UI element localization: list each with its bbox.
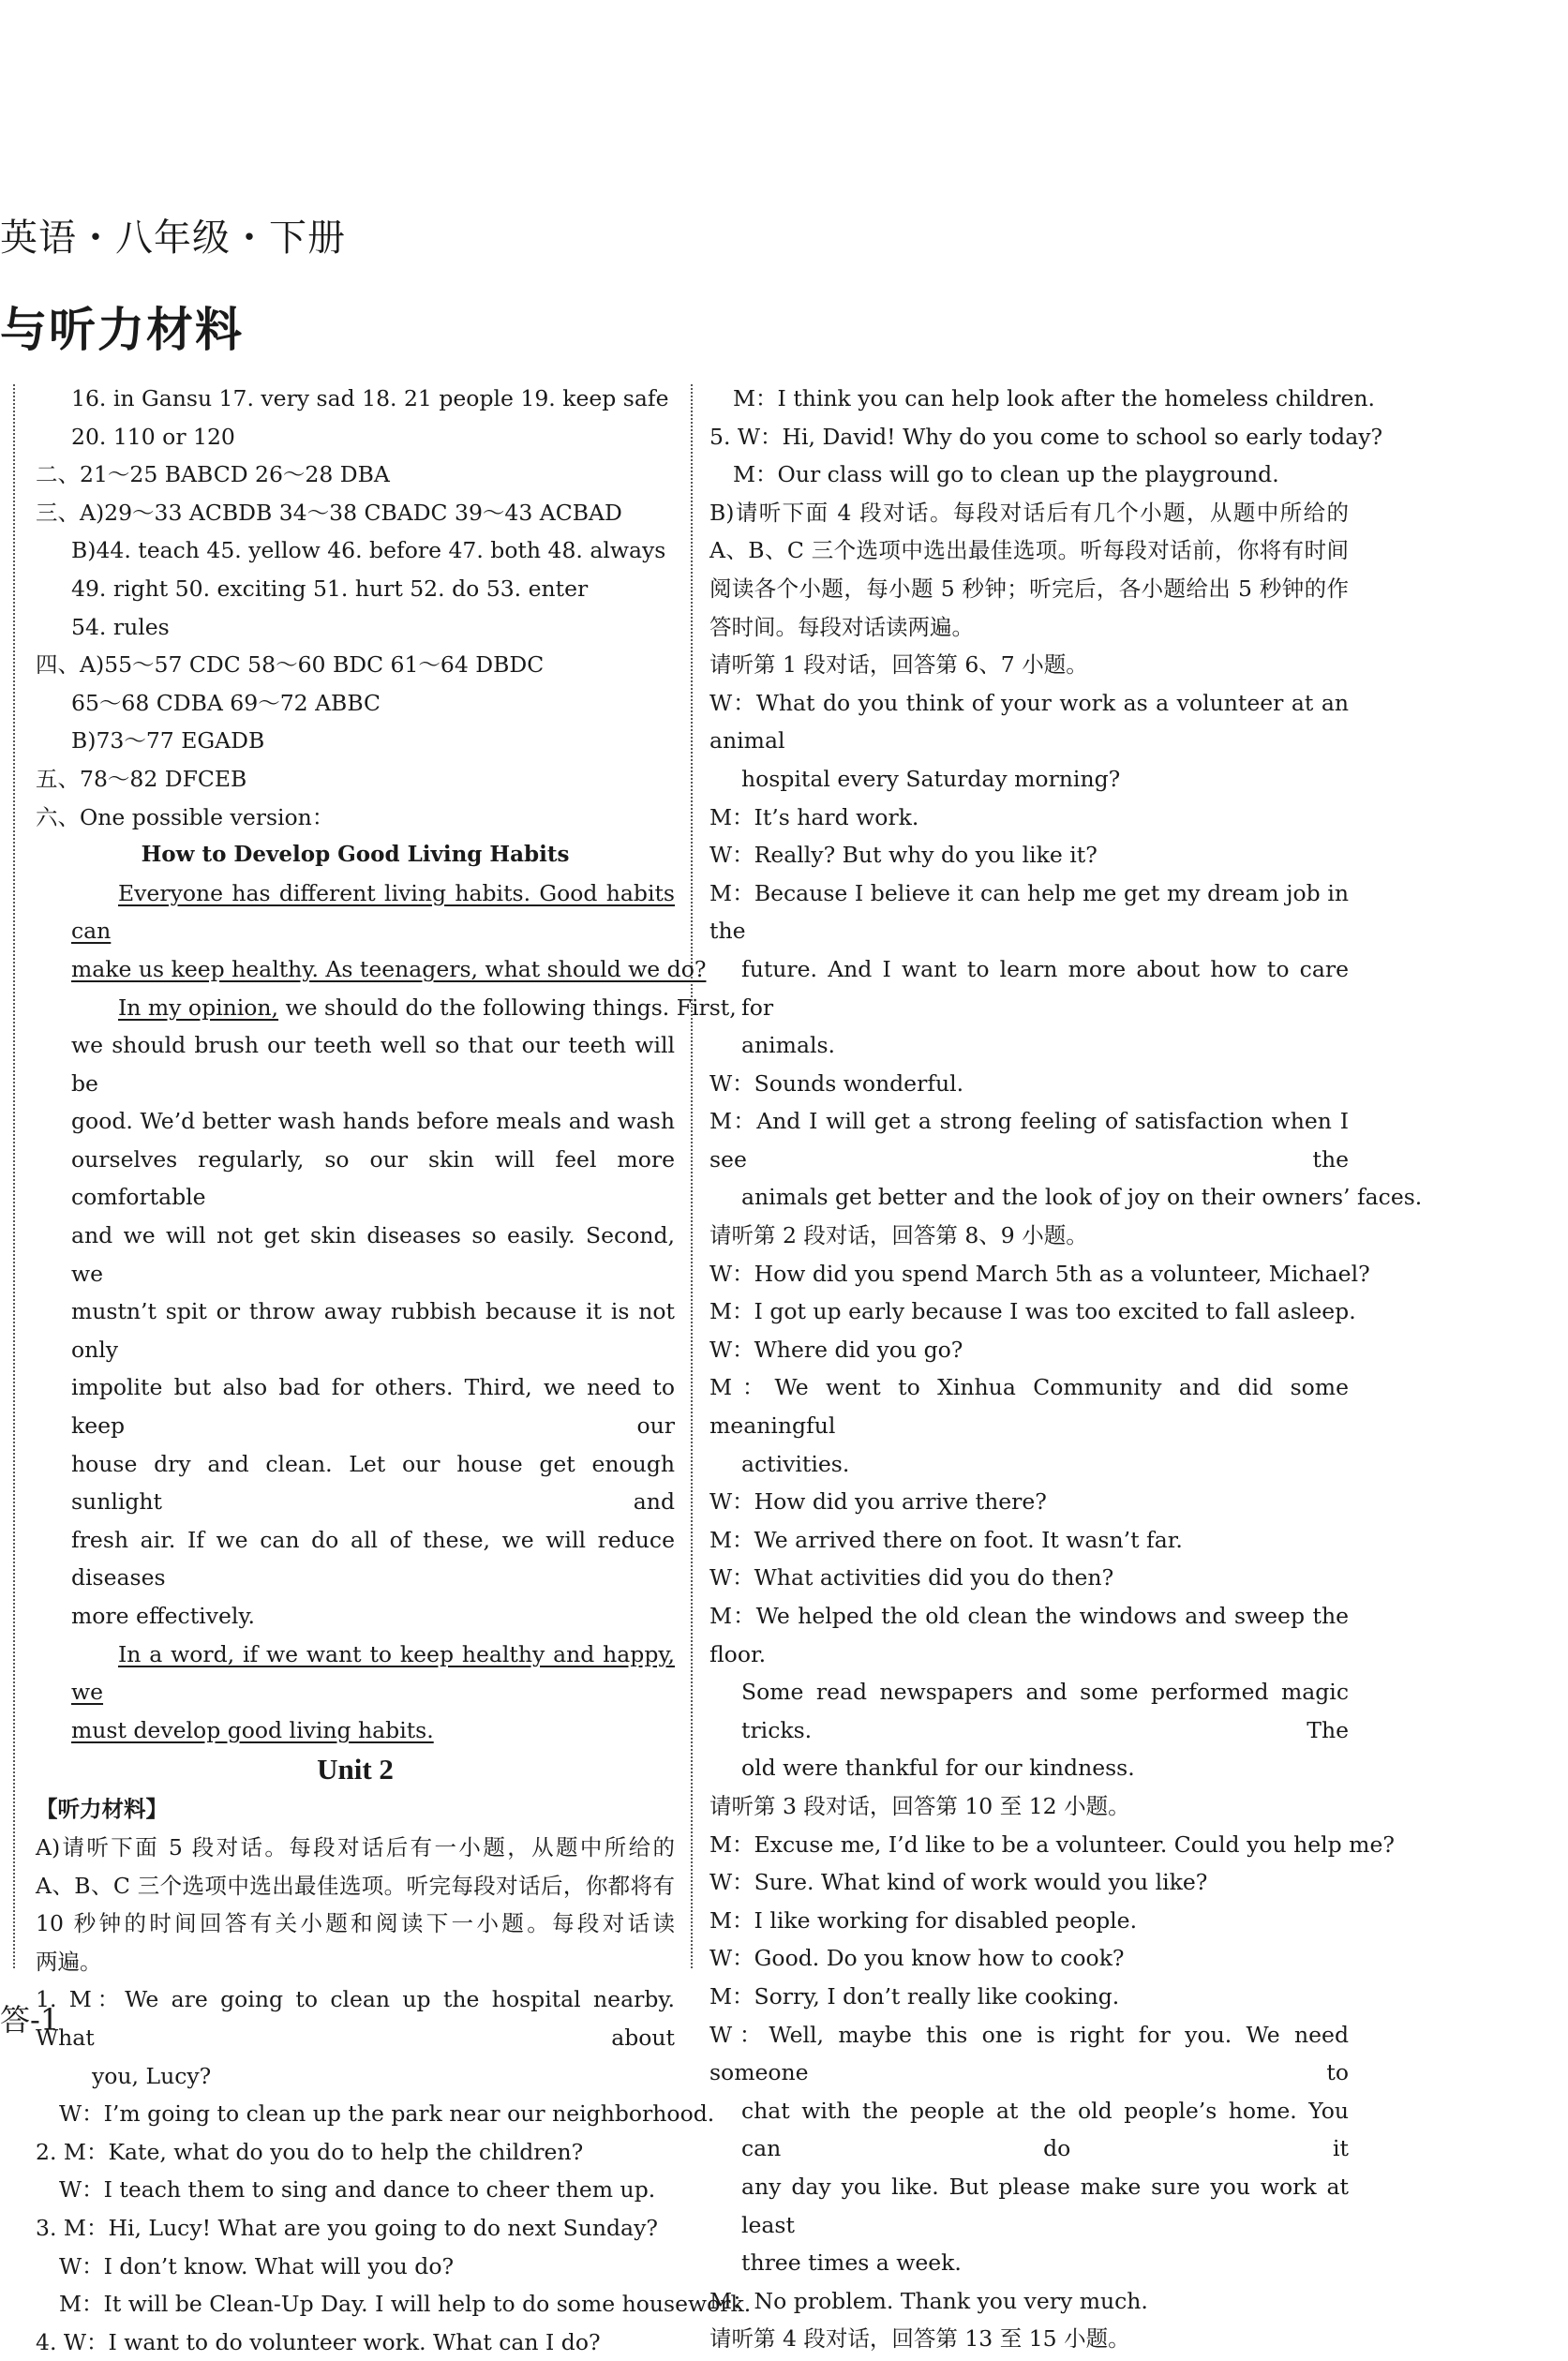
dialog-line: W：Where did you go? (709, 1336, 963, 1363)
dialog-line: animals. (741, 1032, 836, 1059)
dialog-line: three times a week. (741, 2249, 962, 2277)
answer-line: 20. 110 or 120 (71, 423, 235, 450)
essay-line (71, 989, 737, 1027)
dialog-line: 3. M：Hi, Lucy! What are you going to do next Sunday? (36, 2214, 658, 2241)
dialog-line: 1. M：We are going to clean up the hospital nearby. What about (36, 1986, 675, 2051)
essay-text: In my opinion, (118, 994, 279, 1021)
instruction-line: A)请听下面 5 段对话。每段对话后有一小题，从题中所给的 (36, 1833, 675, 1860)
answer-line: 49. right 50. exciting 51. hurt 52. do 53. enter (71, 575, 589, 602)
book-subject-header: 英语・八年级・下册 (0, 217, 346, 260)
dialog-line: you, Lucy? (92, 2062, 212, 2089)
dialog-line: M：And I will get a strong feeling of satisfaction when I see the (709, 1108, 1349, 1173)
dialog-line: old were thankful for our kindness. (741, 1755, 1135, 1782)
dialog-line: activities. (741, 1450, 850, 1477)
answer-line: 54. rules (71, 613, 170, 640)
essay-paragraph-1 (36, 874, 707, 989)
answer-line: B)73～77 EGADB (71, 727, 265, 755)
left-dotted-rule (13, 384, 15, 1968)
dialog-line: W：I teach them to sing and dance to cheer them up. (59, 2176, 656, 2204)
answer-line: 二、21～25 BABCD 26～28 DBA (36, 461, 390, 488)
dialog-line: M：I got up early because I was too excited to fall asleep. (709, 1298, 1356, 1325)
dialog-line: W：Sounds wonderful. (709, 1069, 964, 1097)
essay-line: fresh air. If we can do all of these, we will reduce diseases (71, 1526, 675, 1591)
dialog-line: Some read newspapers and some performed magic tricks. The (741, 1679, 1349, 1743)
page-number: 答-1 (0, 2002, 60, 2038)
dialog-line: M：No problem. Thank you very much. (709, 2287, 1148, 2314)
essay-text: make us keep healthy. As teenagers, what should we do? (71, 955, 707, 982)
column-divider (691, 384, 693, 1968)
dialog-line: M：Because I believe it can help me get my dream job in the (709, 879, 1349, 945)
instruction-line: 两遍。 (36, 1948, 102, 1975)
dialog-line: M：It will be Clean-Up Day. I will help to do some housework. (59, 2291, 752, 2318)
essay-text: must develop good living habits. (71, 1716, 434, 1743)
dialog-line: M：I think you can help look after the homeless children. (733, 385, 1375, 411)
left-column (36, 380, 752, 2361)
dialog-line: hospital every Saturday morning? (741, 765, 1121, 792)
dialog-line: W：What activities did you do then? (709, 1564, 1114, 1591)
essay-text: we should do the following things. First, (278, 994, 737, 1021)
dialog-heading: 请听第 3 段对话，回答第 10 至 12 小题。 (709, 1792, 1130, 1819)
essay-line (71, 1711, 675, 1750)
dialog-line: chat with the people at the old people’s home. You can do it (741, 2097, 1349, 2162)
dialog-line: any day you like. But please make sure you work at least (741, 2173, 1349, 2238)
essay-line: impolite but also bad for others. Third, we need to keep our (71, 1374, 675, 1440)
dialog-line: W：What do you think of your work as a volunteer at an animal (709, 689, 1349, 755)
essay-line: and we will not get skin diseases so easily. Second, we (71, 1222, 675, 1287)
dialog-line: W：How did you arrive there? (709, 1488, 1047, 1516)
dialog-heading: 请听第 4 段对话，回答第 13 至 15 小题。 (709, 2325, 1130, 2353)
instruction-line: 阅读各个小题，每小题 5 秒钟；听完后，各小题给出 5 秒钟的作 (709, 575, 1349, 602)
answer-line: 三、A)29～33 ACBDB 34～38 CBADC 39～43 ACBAD (36, 499, 622, 526)
essay-line: Everyone has different living habits. Good habits can (71, 879, 675, 945)
dialog-line: W：Really? But why do you like it? (709, 842, 1098, 869)
essay-line: In a word, if we want to keep healthy and happy, we (71, 1640, 675, 1706)
dialog-line: M：I like working for disabled people. (709, 1906, 1138, 1934)
dialog-line: W：How did you spend March 5th as a volunteer, Michael? (709, 1260, 1370, 1287)
dialog-line: animals get better and the look of joy on their owners’ faces. (741, 1184, 1423, 1211)
essay-line: good. We’d better wash hands before meals and wash (71, 1108, 675, 1135)
dialog-line: 5. W：Hi, David! Why do you come to school so early today? (709, 423, 1383, 450)
dialog-line: M：We arrived there on foot. It wasn’t far. (709, 1526, 1183, 1553)
essay-line: more effectively. (71, 1603, 255, 1629)
essay-line: ourselves regularly, so our skin will feel more comfortable (71, 1145, 675, 1211)
dialog-line: W：Good. Do you know how to cook? (709, 1945, 1125, 1972)
instruction-line: 答时间。每段对话读两遍。 (709, 613, 974, 640)
dialog-line: W：Sure. What kind of work would you like? (709, 1869, 1208, 1896)
right-column (709, 380, 1423, 2358)
dialog-line: 2. M：Kate, what do you do to help the children? (36, 2138, 584, 2165)
dialog-line: W：I’m going to clean up the park near our neighborhood. (59, 2100, 715, 2128)
unit-heading: Unit 2 (317, 1753, 394, 1786)
instruction-line: A、B、C 三个选项中选出最佳选项。听完每段对话后，你都将有 (36, 1872, 675, 1899)
answer-line: 五、78～82 DFCEB (36, 765, 247, 792)
dialog-line: M：Our class will go to clean up the playground. (733, 461, 1279, 488)
dialog-line: M：We helped the old clean the windows and sweep the floor. (709, 1603, 1349, 1667)
instruction-line: B)请听下面 4 段对话。每段对话后有几个小题，从题中所给的 (709, 499, 1349, 526)
section-title: 与听力材料 (0, 302, 244, 357)
answer-line: 16. in Gansu 17. very sad 18. 21 people 19. keep safe (71, 385, 669, 411)
dialog-line: M：Excuse me, I’d like to be a volunteer. Could you help me? (709, 1831, 1395, 1858)
dialog-line: M：Sorry, I don’t really like cooking. (709, 1982, 1120, 2010)
dialog-line: M：It’s hard work. (709, 803, 919, 830)
instruction-line: A、B、C 三个选项中选出最佳选项。听每段对话前，你将有时间 (709, 537, 1349, 564)
answer-line: B)44. teach 45. yellow 46. before 47. both 48. always (71, 537, 666, 564)
essay-line (71, 950, 707, 989)
essay-paragraph-3 (36, 1636, 675, 1750)
dialog-line: 4. W：I want to do volunteer work. What can I do? (36, 2328, 601, 2355)
essay-paragraph-2 (36, 989, 737, 1636)
essay-line: mustn’t spit or throw away rubbish because it is not only (71, 1298, 675, 1363)
dialog-line: future. And I want to learn more about how to care for (741, 955, 1349, 1021)
essay-title: How to Develop Good Living Habits (141, 842, 570, 868)
listening-label: 【听力材料】 (36, 1796, 168, 1823)
essay-line: house dry and clean. Let our house get enough sunlight and (71, 1450, 675, 1516)
dialog-heading: 请听第 2 段对话，回答第 8、9 小题。 (709, 1222, 1088, 1249)
answer-line: 65～68 CDBA 69～72 ABBC (71, 689, 381, 716)
answer-line: 六、One possible version： (36, 803, 335, 830)
essay-line: we should brush our teeth well so that our teeth will be (71, 1032, 675, 1097)
instruction-line: 10 秒钟的时间回答有关小题和阅读下一小题。每段对话读 (36, 1910, 675, 1937)
answer-line: 四、A)55～57 CDC 58～60 BDC 61～64 DBDC (36, 651, 545, 679)
dialog-line: M：We went to Xinhua Community and did some meaningful (709, 1374, 1349, 1440)
dialog-line: W：Well, maybe this one is right for you. We need someone to (709, 2021, 1349, 2086)
dialog-heading: 请听第 1 段对话，回答第 6、7 小题。 (709, 651, 1088, 679)
dialog-line: W：I don’t know. What will you do? (59, 2252, 455, 2279)
